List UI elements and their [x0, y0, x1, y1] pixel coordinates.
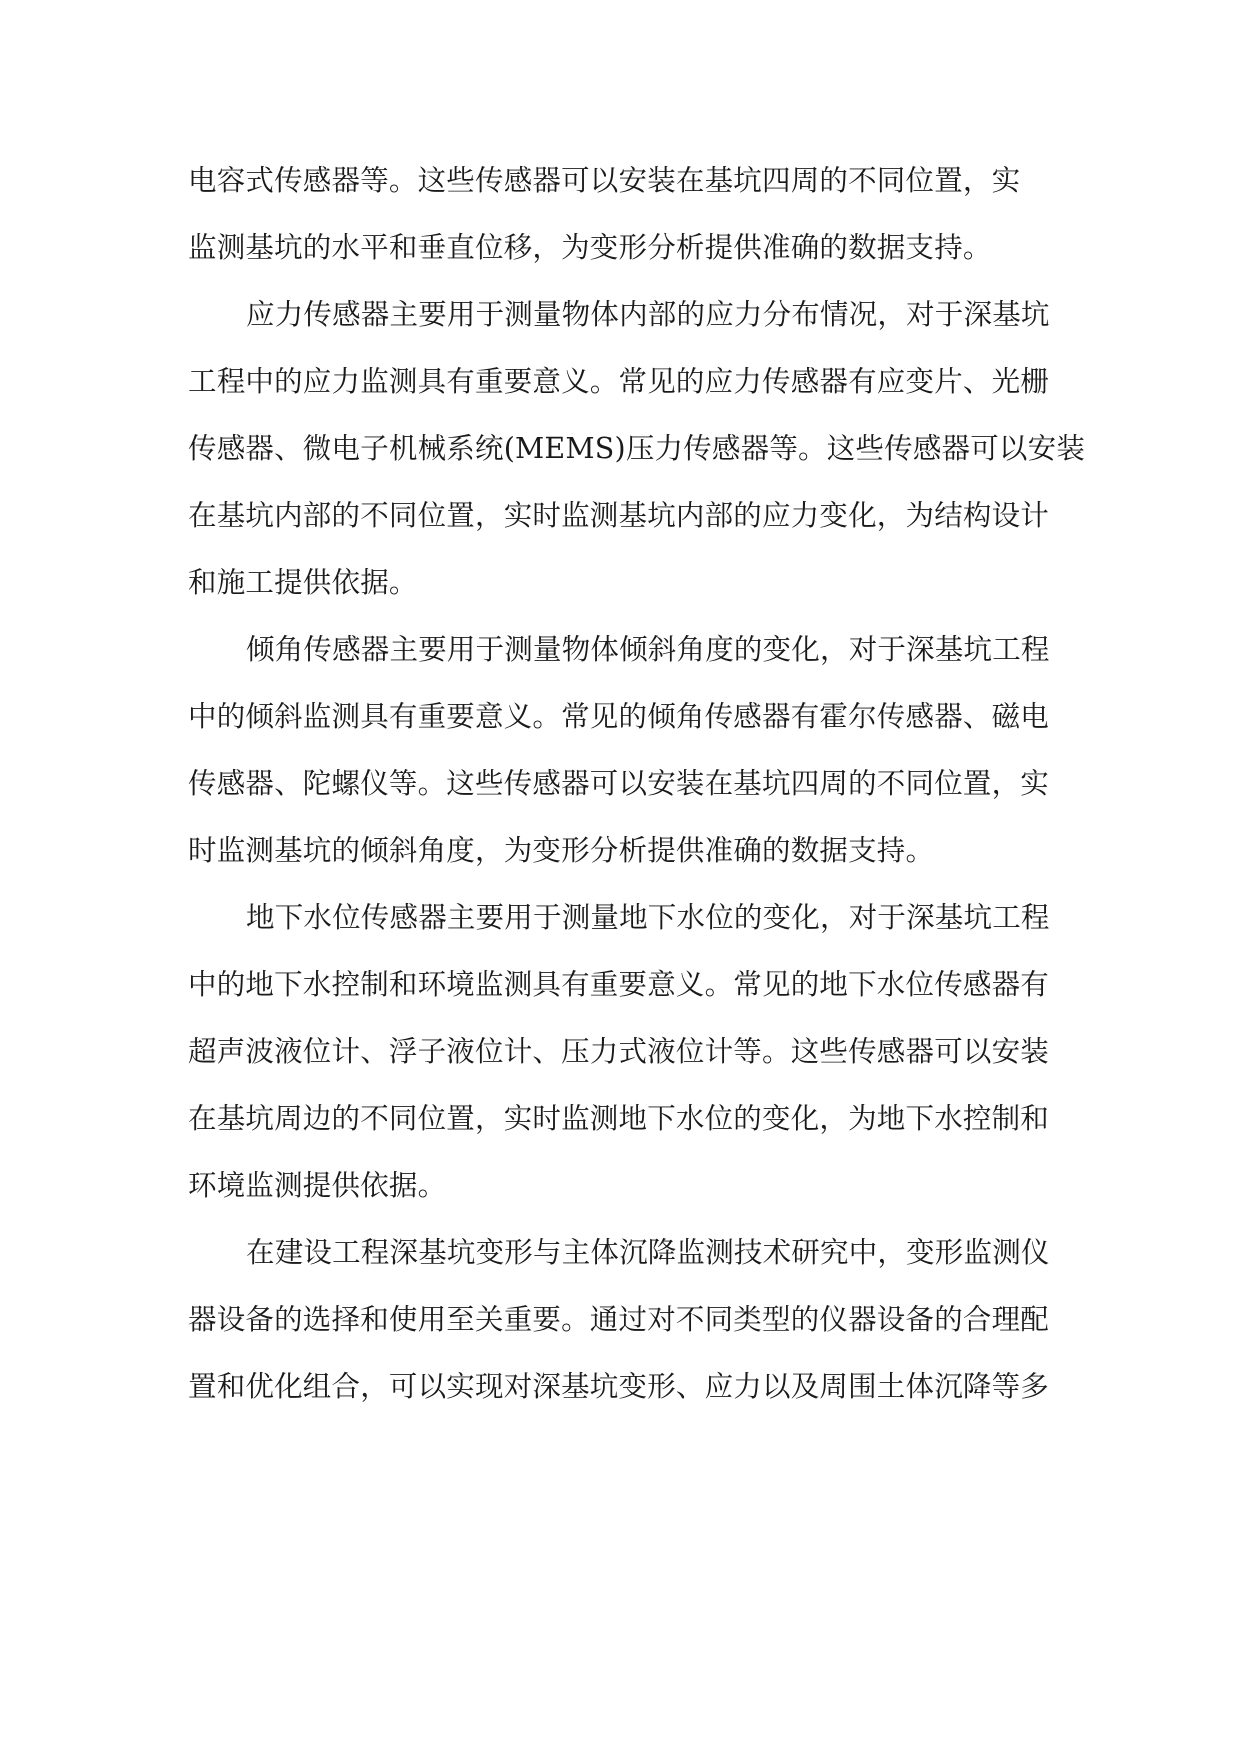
document-body: [188, 147, 1086, 1420]
text-line: 时监测基坑的倾斜角度，为变形分析提供准确的数据支持。: [188, 834, 935, 867]
text-line: 传感器、陀螺仪等。这些传感器可以安装在基坑四周的不同位置，实: [188, 767, 1050, 800]
text-line: 和施工提供依据。: [188, 566, 418, 599]
text-line: 超声波液位计、浮子液位计、压力式液位计等。这些传感器可以安装: [188, 1035, 1050, 1068]
paragraph-start-line: 应力传感器主要用于测量物体内部的应力分布情况，对于深基坑: [246, 298, 1050, 331]
text-line: 器设备的选择和使用至关重要。通过对不同类型的仪器设备的合理配: [188, 1303, 1050, 1336]
text-line: 置和优化组合，可以实现对深基坑变形、应力以及周围土体沉降等多: [188, 1370, 1050, 1403]
text-line: 在基坑内部的不同位置，实时监测基坑内部的应力变化，为结构设计: [188, 499, 1050, 532]
paragraph-start-line: 倾角传感器主要用于测量物体倾斜角度的变化，对于深基坑工程: [246, 633, 1050, 666]
text-line: 中的倾斜监测具有重要意义。常见的倾角传感器有霍尔传感器、磁电: [188, 700, 1050, 733]
text-line: 在基坑周边的不同位置，实时监测地下水位的变化，为地下水控制和: [188, 1102, 1050, 1135]
paragraph-start-line: 在建设工程深基坑变形与主体沉降监测技术研究中，变形监测仪: [246, 1236, 1050, 1269]
text-line: 电容式传感器等。这些传感器可以安装在基坑四周的不同位置，实: [188, 164, 1021, 197]
text-line: 环境监测提供依据。: [188, 1169, 447, 1202]
text-line: 工程中的应力监测具有重要意义。常见的应力传感器有应变片、光栅: [188, 365, 1050, 398]
text-line: 中的地下水控制和环境监测具有重要意义。常见的地下水位传感器有: [188, 968, 1050, 1001]
text-line: 监测基坑的水平和垂直位移，为变形分析提供准确的数据支持。: [188, 231, 992, 264]
text-line: 传感器、微电子机械系统(MEMS)压力传感器等。这些传感器可以安装: [188, 432, 1086, 465]
paragraph-start-line: 地下水位传感器主要用于测量地下水位的变化，对于深基坑工程: [246, 901, 1050, 934]
